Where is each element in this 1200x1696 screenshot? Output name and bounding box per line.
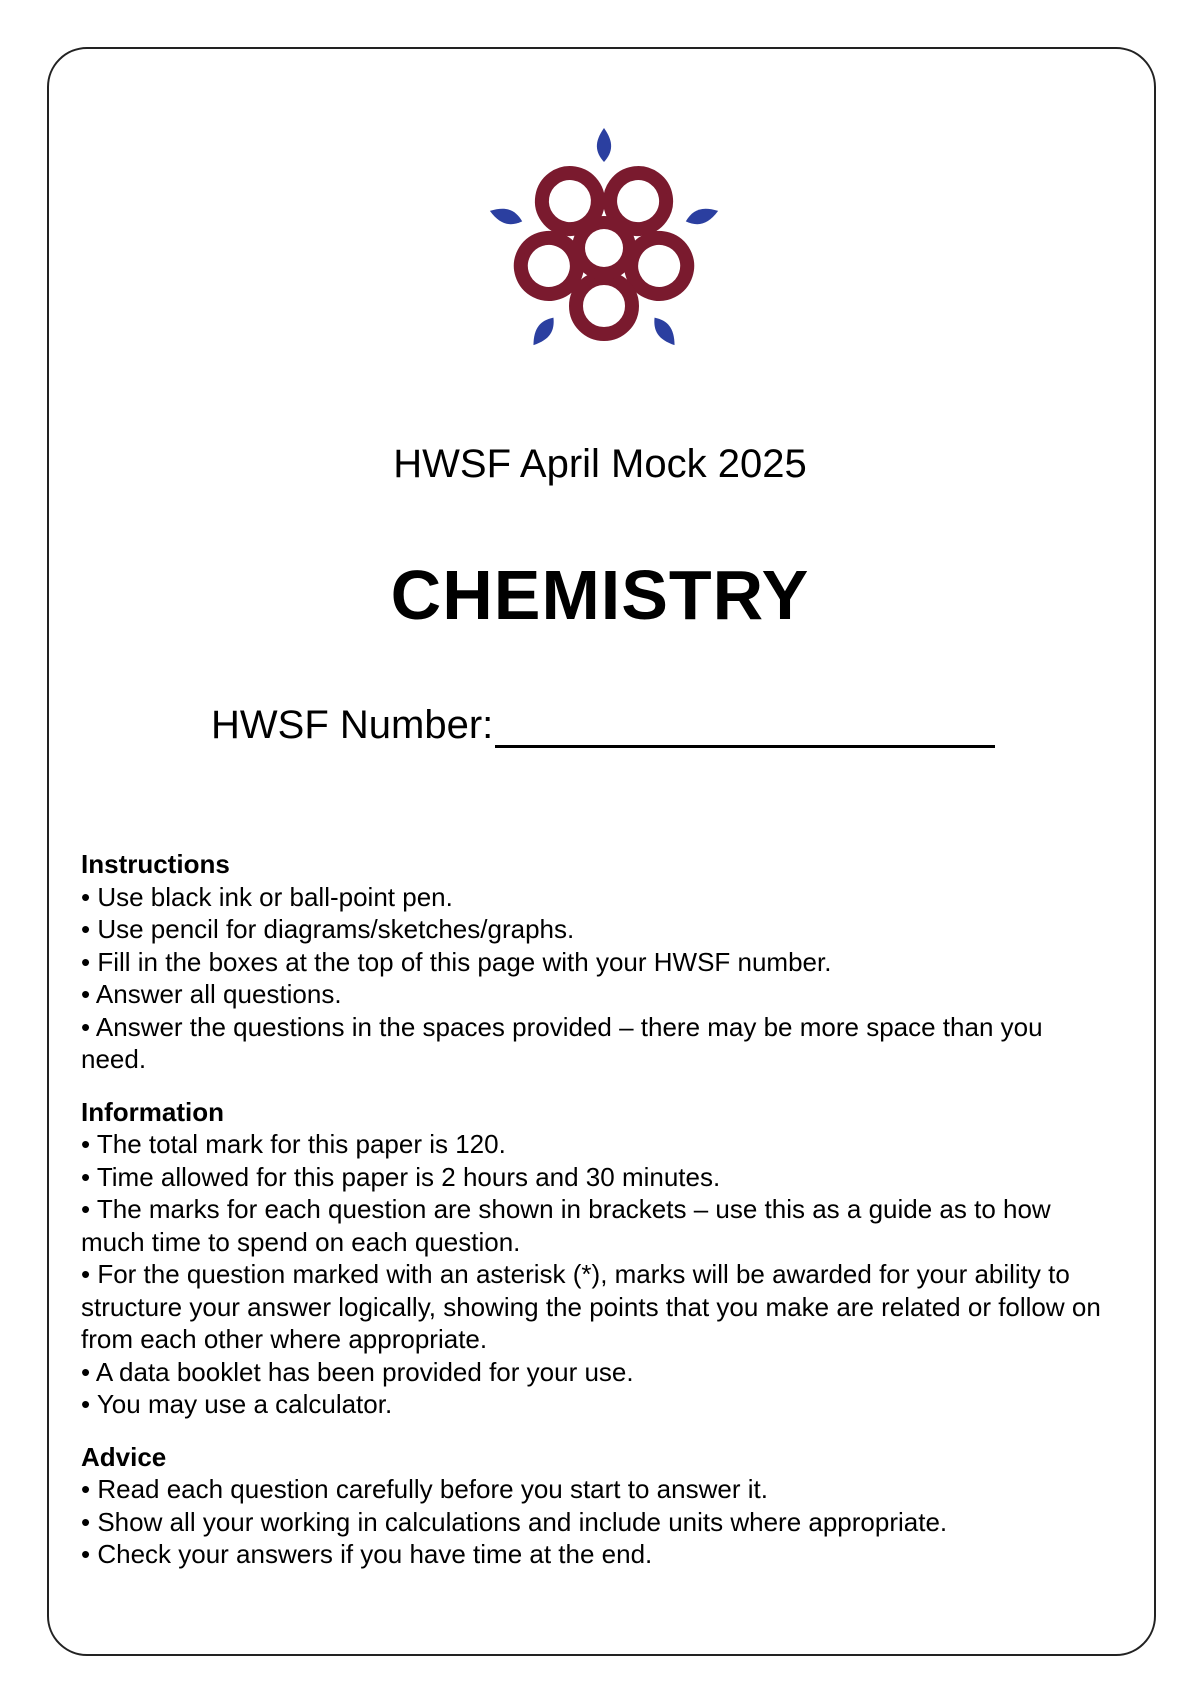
information-item: • A data booklet has been provided for your use.: [81, 1356, 634, 1387]
information-heading: Information: [81, 1096, 224, 1127]
information-item: • The total mark for this paper is 120.: [81, 1129, 506, 1159]
information-item: • Time allowed for this paper is 2 hours and 30 minutes.: [81, 1161, 721, 1192]
hwsf-number-row: [211, 703, 995, 748]
instructions-section: [81, 848, 1101, 1076]
information-item: • For the question marked with an asterisk (*), marks will be awarded for your ability to structure your answer logically, showing the points that you make are related or follow on from each other where appropriate.: [81, 1259, 1101, 1354]
hwsf-number-field[interactable]: [495, 705, 995, 748]
information-item: • The marks for each question are shown in brackets – use this as a guide as to how much time to spend on each question.: [81, 1194, 1051, 1257]
rose-center: [585, 229, 623, 267]
instructions-heading: Instructions: [81, 849, 230, 879]
advice-item: • Check your answers if you have time at the end.: [81, 1539, 653, 1569]
information-section: [81, 1096, 1101, 1421]
instruction-item: • Fill in the boxes at the top of this page with your HWSF number.: [81, 946, 832, 977]
instruction-item: • Answer all questions.: [81, 979, 342, 1009]
tudor-rose-icon: [476, 128, 732, 368]
instruction-item: • Use black ink or ball-point pen.: [81, 881, 453, 912]
hwsf-number-label: HWSF Number:: [211, 703, 494, 747]
advice-item: • Read each question carefully before you start to answer it.: [81, 1474, 768, 1504]
exam-title: CHEMISTRY: [390, 556, 810, 634]
instruction-item: • Use pencil for diagrams/sketches/graphs.: [81, 914, 575, 944]
advice-section: [81, 1441, 1101, 1571]
exam-rubric: [81, 848, 1101, 1591]
exam-subtitle: HWSF April Mock 2025: [393, 442, 807, 486]
instruction-item: • Answer the questions in the spaces provided – there may be more space than you need.: [81, 1011, 1043, 1074]
advice-item: • Show all your working in calculations and include units where appropriate.: [81, 1506, 948, 1537]
advice-heading: Advice: [81, 1441, 167, 1472]
information-item: • You may use a calculator.: [81, 1389, 393, 1419]
